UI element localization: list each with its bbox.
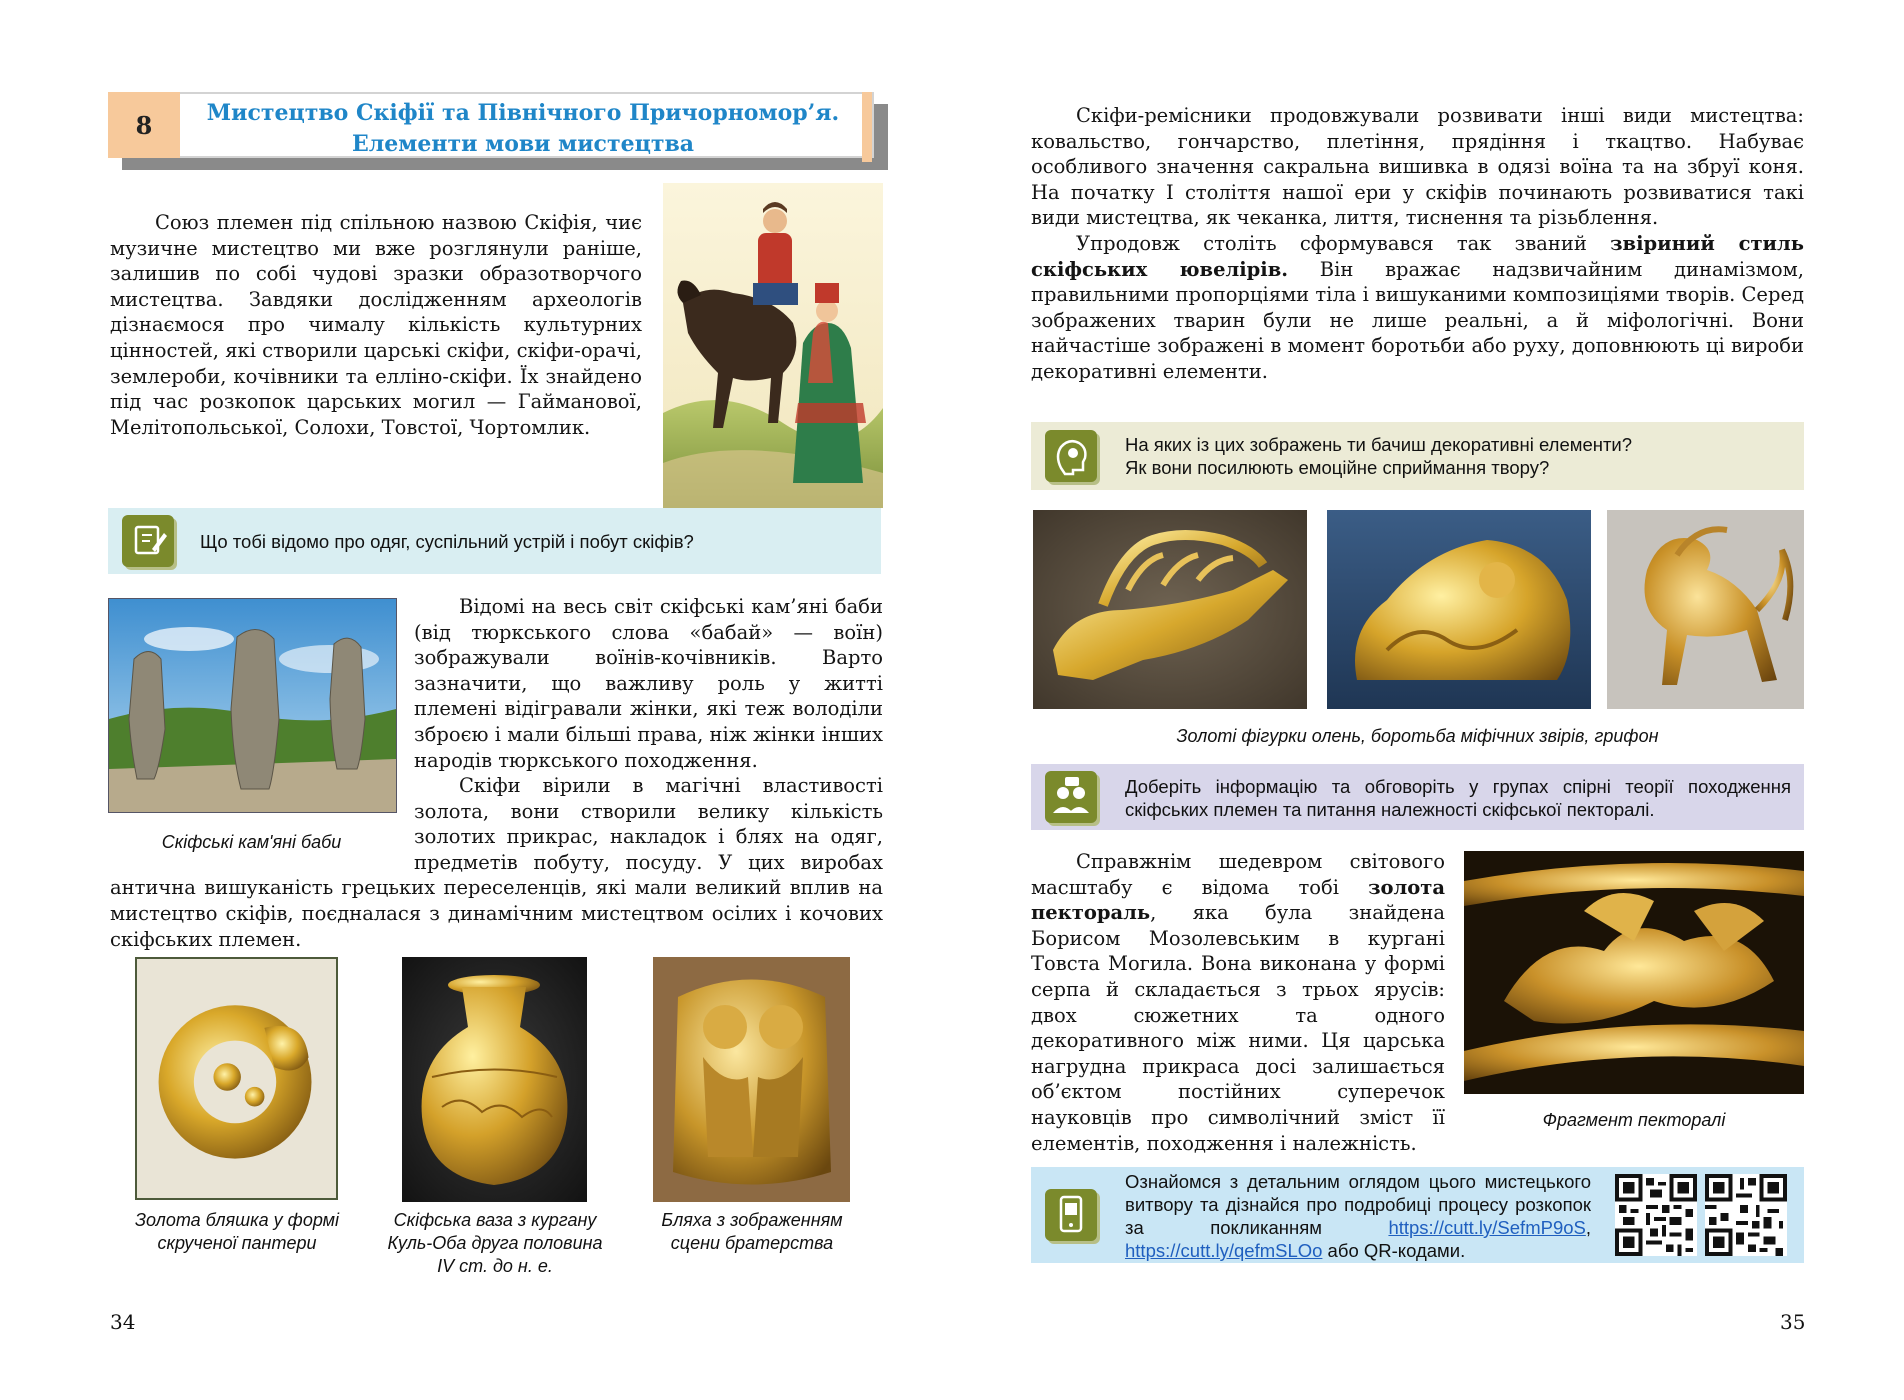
paragraph-pectoral: Справжнім шедевром світового масштабу є відома тобі золота пектораль, яка була знайдена Борисом Мозолевським в кургані Товста Могила. Вона виконана у формі серпа й складається з трьох ярусів: двох сюжетних та одного декоративного між ними. Ця царська нагрудна прикраса досі залишається об’єктом постійних суперечок науковців про символічний зміст її елементів, походження і належність.	[1031, 850, 1445, 1155]
paragraph-crafts: Скіфи-ремісники продовжували розвивати інші види мистецтва: ковальство, гончарство, плетіння, прядіння і ткацтво. Набуває особливого значення сакральна вишивка в одязі воїна та на збруї коня. На початку І століття нашої ери у скіфів починають розвиватися такі види мистецтва, як чеканка, лиття, тиснення та різьблення. Упродовж століть сформувався так званий звіриний стиль скіфських ювелірів. Він вражає надзвичайним динамізмом, правильними пропорціями тіла і вишуканими композиціями творів. Серед зображених тварин були не лише реальні, а й міфологічні. Вони найчастіше зображені в момент боротьби або руху, доповнюють ці вироби декоративні елементи.	[1031, 104, 1804, 383]
paragraph-stone-babas: Відомі на весь світ скіфські кам’яні баби (від тюркського слова «бабай» — воїн) зображували воїнів-кочівників. Варто зазначити, що важливу роль у житті племені відігравали жінки, які теж володіли зброєю і мали більші права, ніж жінки інших народів тюркського походження.	[414, 595, 883, 772]
phone-qr-icon	[1045, 1189, 1097, 1241]
page-number-left: 34	[110, 1310, 136, 1334]
title-accent-bar	[862, 92, 872, 162]
question-box-clothing	[108, 508, 881, 574]
info-text: Ознайомся з детальним оглядом цього мистецького витвору та дізнайся про подробиці процесу розкопок за покликанням https://cutt.ly/SefmP9oS, https://cutt.ly/qefmSLOo або QR-кодами.	[1125, 1171, 1591, 1261]
idea-head-icon	[1045, 430, 1097, 482]
title-line-1: Мистецтво Скіфії та Північного Причорномор’я.	[206, 100, 840, 126]
panther-plaque-photo	[135, 957, 338, 1200]
caption-panther-plaque: Золота бляшка у формі скрученої пантери	[135, 1210, 339, 1253]
link-pectoral-overview[interactable]: https://cutt.ly/SefmP9oS	[1388, 1217, 1586, 1238]
kul-oba-vase-photo	[402, 957, 587, 1202]
caption-kul-oba-vase: Скіфська ваза з кургану Куль-Оба друга половина IV ст. до н. е.	[387, 1210, 603, 1276]
lesson-number: 8	[135, 110, 153, 140]
title-line-2: Елементи мови мистецтва	[351, 131, 695, 157]
paragraph-animal-style: Упродовж століть сформувався так званий звіриний стиль скіфських ювелірів. Він вражає надзвичайним динамізмом, правильними пропорціями тіла і вишуканими композиціями творів. Серед зображених тварин були не лише реальні, а й міфологічні. Вони найчастіше зображені в момент боротьби або руху, доповнюють ці вироби декоративні елементи.	[1031, 231, 1804, 383]
caption-golden-figures: Золоті фігурки олень, боротьба міфічних звірів, грифон	[1176, 726, 1659, 746]
paragraph-gold-text: Скіфи вірили в магічні властивості золота, вони створили велику кількість золотих прикрас, накладок і блях на одяг, предметів побуту, посуду. У цих виробах антична вишуканість грецьких переселенців, які мали великий вплив на мистецтво скіфів, поєдналася з динамічним мистецтвом осілих і кочових скіфських племен.	[110, 774, 883, 951]
task-group-text: Доберіть інформацію та обговоріть у групах спірні теорії походження скіфських племен та питання належності скіфської пекторалі.	[1125, 776, 1791, 820]
info-box-links	[1031, 1167, 1804, 1263]
intro-paragraph: Союз племен під спільною назвою Скіфія, чиє музичне мистецтво ми вже розглянули раніше, залишив по собі чудові зразки образотворчого мистецтва. Завдяки дослідженням археологів дізнаємося про чималу кількість культурних цінностей, які створили царські скіфи, скіфи-орачі, землероби, кочівники та елліно-скіфи. Їх знайдено під час розкопок царських могил — Гайманової, Мелітопольської, Солохи, Товстої, Чортомлик.	[110, 211, 642, 439]
lesson-title	[198, 98, 848, 160]
qr-code-2[interactable]	[1705, 1174, 1787, 1256]
mythical-beasts-photo	[1327, 510, 1591, 709]
golden-deer-photo	[1033, 510, 1307, 709]
scythian-riders-illustration	[663, 183, 883, 508]
group-discussion-icon	[1045, 771, 1097, 823]
page-number-right: 35	[1780, 1310, 1806, 1334]
caption-stone-babas: Скіфські кам'яні баби	[161, 832, 342, 852]
qr-code-1[interactable]	[1615, 1174, 1697, 1256]
question-decorative-text: На яких із цих зображень ти бачиш декоративні елементи? Як вони посилюють емоційне сприймання твору?	[1125, 434, 1633, 478]
lesson-number-box	[108, 92, 180, 158]
pectoral-fragment-photo	[1464, 851, 1804, 1094]
question-clothing-text: Що тобі відомо про одяг, суспільний устрій і побут скіфів?	[200, 531, 694, 552]
task-box-group	[1031, 764, 1804, 830]
brotherhood-plaque-photo	[653, 957, 850, 1202]
caption-pectoral: Фрагмент пекторалі	[1542, 1110, 1726, 1130]
question-box-decorative	[1031, 422, 1804, 490]
caption-brotherhood-plaque: Бляха з зображенням сцени братерства	[661, 1210, 843, 1253]
griffin-photo	[1607, 510, 1804, 709]
question-pencil-icon	[122, 515, 174, 567]
link-excavation-details[interactable]: https://cutt.ly/qefmSLOo	[1125, 1240, 1323, 1261]
lesson-title-block	[108, 92, 888, 172]
